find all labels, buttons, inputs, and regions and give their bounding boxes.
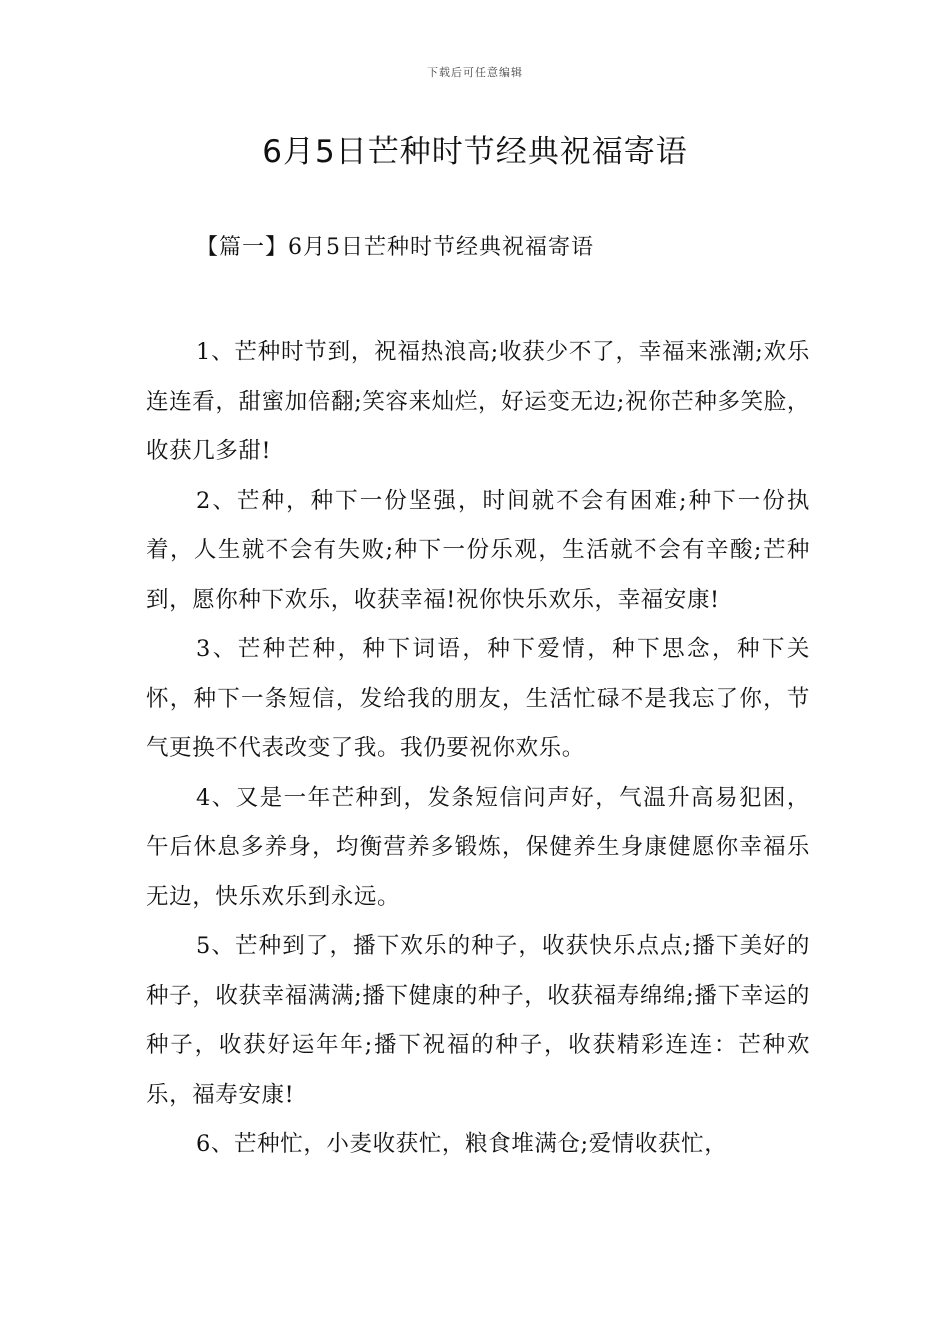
header-note: 下载后可任意编辑: [427, 66, 523, 79]
paragraph-1: 1、芒种时节到，祝福热浪高;收获少不了，幸福来涨潮;欢乐连连看，甜蜜加倍翻;笑容来灿烂，好运变无边;祝你芒种多笑脸，收获几多甜!: [146, 339, 810, 464]
paragraph-4: 4、又是一年芒种到，发条短信问声好，气温升高易犯困，午后休息多养身，均衡营养多锻炼，保健养生身康健愿你幸福乐无边，快乐欢乐到永远。: [146, 784, 810, 910]
paragraph-2: 2、芒种，种下一份坚强，时间就不会有困难;种下一份执着，人生就不会有失败;种下一份乐观，生活就不会有辛酸;芒种到，愿你种下欢乐，收获幸福!祝你快乐欢乐，幸福安康!: [146, 487, 810, 613]
paragraph-6: 6、芒种忙，小麦收获忙，粮食堆满仓;爱情收获忙，: [196, 1131, 728, 1157]
paragraph-5: 5、芒种到了，播下欢乐的种子，收获快乐点点;播下美好的种子，收获幸福满满;播下健康的种子，收获福寿绵绵;播下幸运的种子，收获好运年年;播下祝福的种子，收获精彩连连：芒种欢乐，福寿安康!: [146, 933, 810, 1108]
body-text: [146, 328, 810, 1170]
paragraph-3: 3、芒种芒种，种下词语，种下爱情，种下思念，种下关怀，种下一条短信，发给我的朋友，生活忙碌不是我忘了你，节气更换不代表改变了我。我仍要祝你欢乐。: [146, 636, 810, 761]
document-title: 6月5日芒种时节经典祝福寄语: [262, 134, 688, 170]
section-heading: 【篇一】6月5日芒种时节经典祝福寄语: [196, 235, 594, 260]
